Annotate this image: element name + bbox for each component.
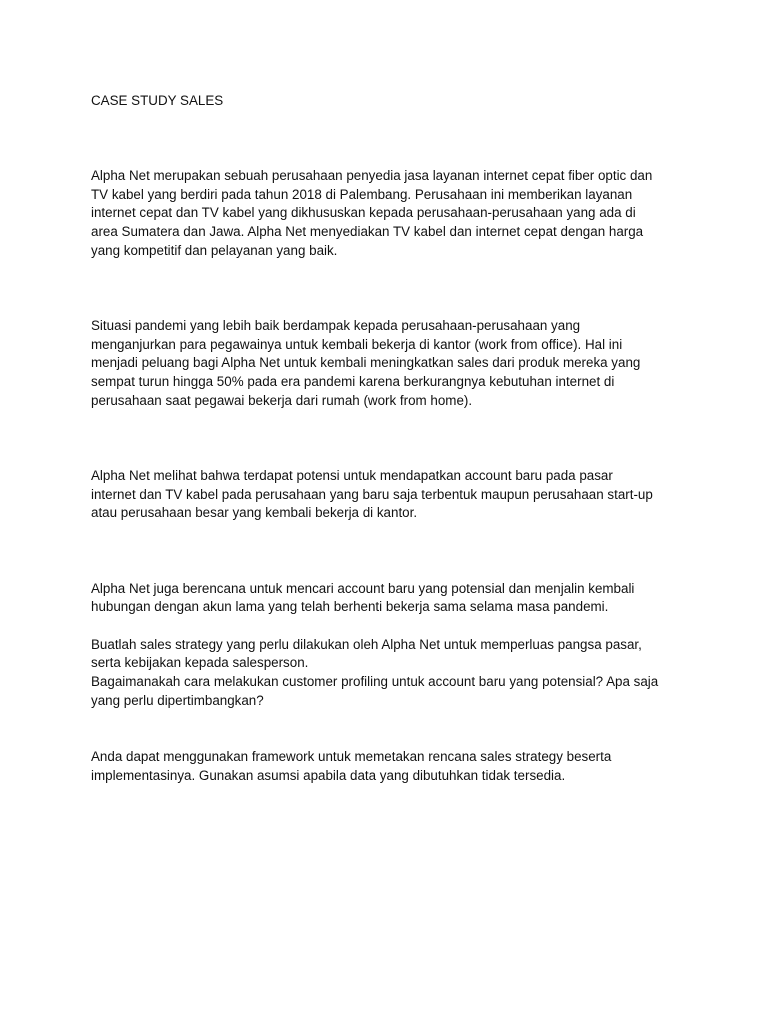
paragraph-line: yang perlu dipertimbangkan?	[91, 693, 264, 708]
paragraph-line: area Sumatera dan Jawa. Alpha Net menyediakan TV kabel dan internet cepat dengan harga	[91, 224, 644, 239]
paragraph-line: Buatlah sales strategy yang perlu dilakukan oleh Alpha Net untuk memperluas pangsa pasar,	[91, 637, 642, 652]
paragraph-line: Situasi pandemi yang lebih baik berdampak kepada perusahaan-perusahaan yang	[91, 318, 581, 333]
document-title: CASE STUDY SALES	[91, 93, 224, 108]
paragraph-line: Alpha Net melihat bahwa terdapat potensi untuk mendapatkan account baru pada pasar	[91, 468, 613, 483]
paragraph-line: Alpha Net merupakan sebuah perusahaan penyedia jasa layanan internet cepat fiber optic dan	[91, 168, 653, 183]
paragraph-line: sempat turun hingga 50% pada era pandemi karena berkurangnya kebutuhan internet di	[91, 374, 615, 389]
paragraph-line: implementasinya. Gunakan asumsi apabila data yang dibutuhkan tidak tersedia.	[91, 768, 566, 783]
paragraph-line: internet dan TV kabel pada perusahaan yang baru saja terbentuk maupun perusahaan start-up	[91, 487, 653, 502]
paragraph-line: menganjurkan para pegawainya untuk kembali bekerja di kantor (work from office). Hal ini	[91, 337, 623, 352]
paragraph-line: yang kompetitif dan pelayanan yang baik.	[91, 243, 338, 258]
paragraph-line: Bagaimanakah cara melakukan customer profiling untuk account baru yang potensial? Apa saja	[91, 674, 659, 689]
paragraph-line: hubungan dengan akun lama yang telah berhenti bekerja sama selama masa pandemi.	[91, 599, 609, 614]
paragraph-line: Anda dapat menggunakan framework untuk memetakan rencana sales strategy beserta	[91, 749, 612, 764]
paragraph-line: TV kabel yang berdiri pada tahun 2018 di Palembang. Perusahaan ini memberikan layanan	[91, 187, 633, 202]
paragraph-line: atau perusahaan besar yang kembali bekerja di kantor.	[91, 505, 418, 520]
paragraph-line: perusahaan saat pegawai bekerja dari rumah (work from home).	[91, 393, 473, 408]
paragraph-line: Alpha Net juga berencana untuk mencari account baru yang potensial dan menjalin kembali	[91, 581, 635, 596]
paragraph-line: menjadi peluang bagi Alpha Net untuk kembali meningkatkan sales dari produk mereka yang	[91, 355, 641, 370]
paragraph-line: serta kebijakan kepada salesperson.	[91, 655, 309, 670]
paragraph-line: internet cepat dan TV kabel yang dikhususkan kepada perusahaan-perusahaan yang ada di	[91, 205, 636, 220]
